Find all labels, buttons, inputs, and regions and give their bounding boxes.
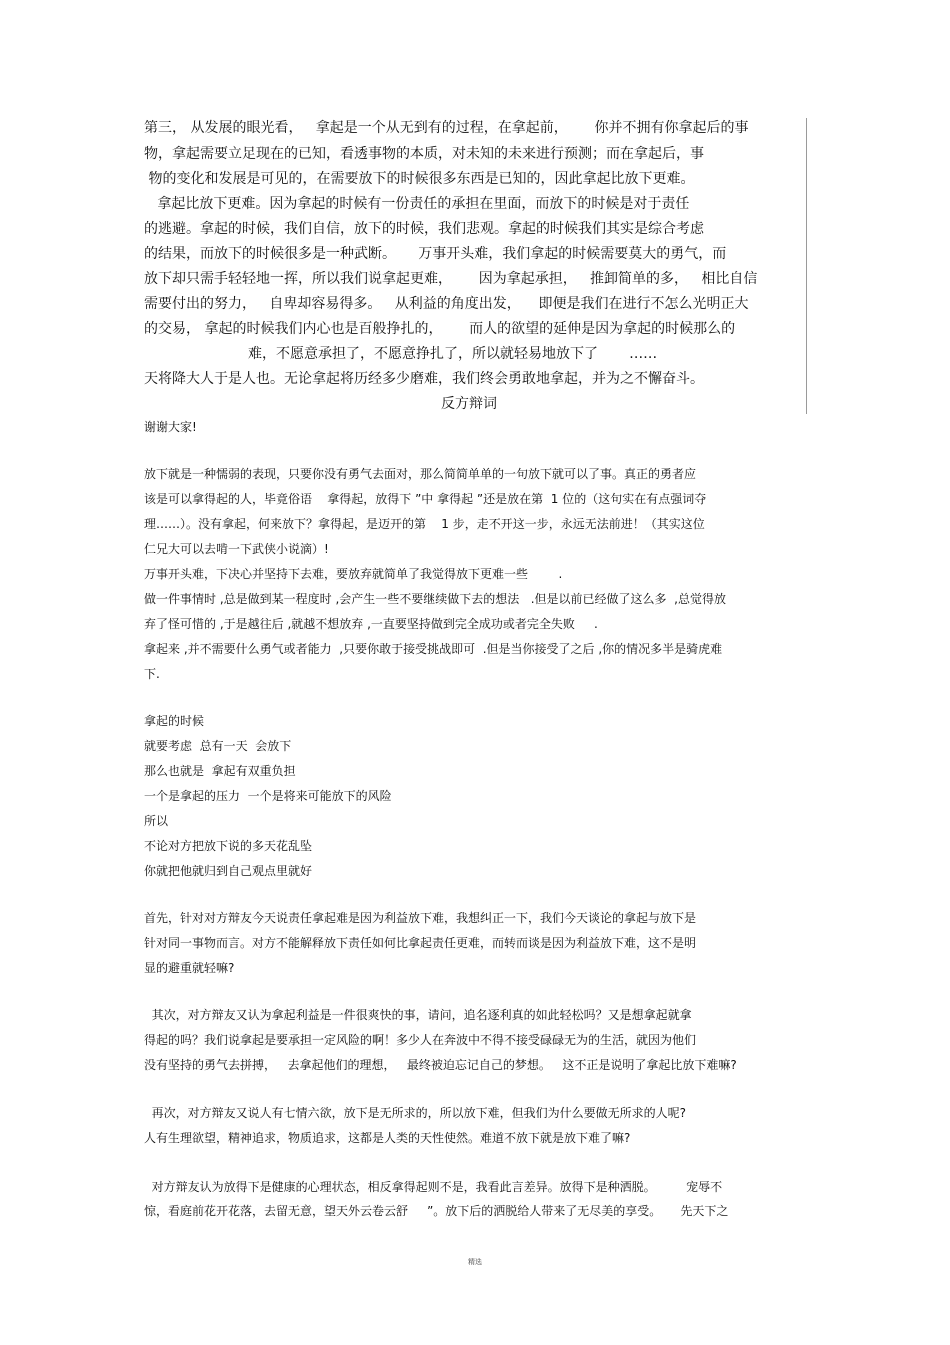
text-line: 物的变化和发展是可见的，在需要放下的时候很多东西是已知的，因此拿起比放下更难。 <box>144 171 695 187</box>
text-line: 显的避重就轻嘛? <box>144 961 235 975</box>
page-footer: 精选 <box>468 1258 482 1266</box>
text-line: 不论对方把放下说的多天花乱坠 <box>144 839 313 853</box>
text-line: 拿起比放下更难。因为拿起的时候有一份责任的承担在里面，而放下的时候是对于责任 <box>144 196 690 212</box>
text-line: 该是可以拿得起的人，毕竟俗语 拿得起，放得下 ”中 拿得起 ”还是放在第 1 位的（这句实在有点强词夺 <box>144 492 707 506</box>
thanks-line: 谢谢大家! <box>144 420 197 434</box>
text-line: 对方辩友认为放得下是健康的心理状态，相反拿得起则不是，我看此言差异。放得下是种洒脱。 宠辱不 <box>144 1180 723 1194</box>
text-line: 拿起来 ,并不需要什么勇气或者能力 ,只要你敢于接受挑战即可 .但是当你接受了之后 ,你的情况多半是骑虎难 <box>144 642 723 656</box>
text-line: 下. <box>144 667 160 681</box>
text-line: 放下却只需手轻轻地一挥，所以我们说拿起更难， 因为拿起承担， 推卸简单的多， 相比自信 <box>144 271 758 287</box>
text-line: 仁兄大可以去啃一下武侠小说滴）! <box>144 542 329 556</box>
text-line: 一个是拿起的压力 一个是将来可能放下的风险 <box>144 789 392 803</box>
text-line: 得起的吗？我们说拿起是要承担一定风险的啊！多少人在奔波中不得不接受碌碌无为的生活，就因为他们 <box>144 1033 697 1047</box>
section-title: 反方辩词 <box>441 396 497 412</box>
text-line: 第三， 从发展的眼光看， 拿起是一个从无到有的过程，在拿起前， 你并不拥有你拿起后的事 <box>144 120 749 136</box>
text-line: 首先，针对对方辩友今天说责任拿起难是因为利益放下难，我想纠正一下，我们今天谈论的拿起与放下是 <box>144 911 697 925</box>
text-line: 的交易， 拿起的时候我们内心也是百般挣扎的， 而人的欲望的延伸是因为拿起的时候那么的 <box>144 321 736 337</box>
text-line: 没有坚持的勇气去拼搏， 去拿起他们的理想， 最终被迫忘记自己的梦想。 这不正是说明了拿起比放下难嘛? <box>144 1058 737 1072</box>
text-line: 物，拿起需要立足现在的已知，看透事物的本质，对未知的未来进行预测；而在拿起后，事 <box>144 146 704 162</box>
text-line: 理……）。没有拿起，何来放下？拿得起，是迈开的第 1 步，走不开这一步，永远无法前进！（其实这位 <box>144 517 705 531</box>
text-line: 放下就是一种懦弱的表现，只要你没有勇气去面对，那么简简单单的一句放下就可以了事。真正的勇者应 <box>144 467 697 481</box>
text-line: 其次，对方辩友又认为拿起利益是一件很爽快的事，请问，追名逐利真的如此轻松吗？又是想拿起就拿 <box>144 1008 692 1022</box>
text-line: 天将降大人于是人也。无论拿起将历经多少磨难，我们终会勇敢地拿起，并为之不懈奋斗。 <box>144 371 704 387</box>
column-divider <box>806 118 807 414</box>
text-line: 难，不愿意承担了，不愿意挣扎了，所以就轻易地放下了 …… <box>248 346 658 362</box>
text-line: 就要考虑 总有一天 会放下 <box>144 739 292 753</box>
text-line: 的逃避。拿起的时候，我们自信，放下的时候，我们悲观。拿起的时候我们其实是综合考虑 <box>144 221 704 237</box>
text-line: 拿起的时候 <box>144 714 205 728</box>
text-line: 那么也就是 拿起有双重负担 <box>144 764 296 778</box>
text-line: 针对同一事物而言。对方不能解释放下责任如何比拿起责任更难，而转而谈是因为利益放下难，这不是明 <box>144 936 697 950</box>
text-line: 惊，看庭前花开花落，去留无意，望天外云卷云舒 ”。放下后的洒脱给人带来了无尽美的享受。 先天下之 <box>144 1204 729 1218</box>
text-line: 需要付出的努力， 自卑却容易得多。 从利益的角度出发， 即便是我们在进行不怎么光明正大 <box>144 296 749 312</box>
text-line: 万事开头难，下决心并坚持下去难，要放弃就简单了我觉得放下更难一些 . <box>144 567 563 581</box>
text-line: 人有生理欲望，精神追求，物质追求，这都是人类的天性使然。难道不放下就是放下难了嘛? <box>144 1131 631 1145</box>
text-line: 的结果，而放下的时候很多是一种武断。 万事开头难，我们拿起的时候需要莫大的勇气，而 <box>144 246 727 262</box>
text-line: 做一件事情时 ,总是做到某一程度时 ,会产生一些不要继续做下去的想法 .但是以前已经做了这么多 ,总觉得放 <box>144 592 726 606</box>
text-line: 弃了怪可惜的 ,于是越往后 ,就越不想放弃 ,一直要坚持做到完全成功或者完全失败 . <box>144 617 598 631</box>
text-line: 再次，对方辩友又说人有七情六欲，放下是无所求的，所以放下难，但我们为什么要做无所求的人呢? <box>144 1106 687 1120</box>
text-line: 所以 <box>144 814 169 828</box>
text-line: 你就把他就归到自己观点里就好 <box>144 864 313 878</box>
